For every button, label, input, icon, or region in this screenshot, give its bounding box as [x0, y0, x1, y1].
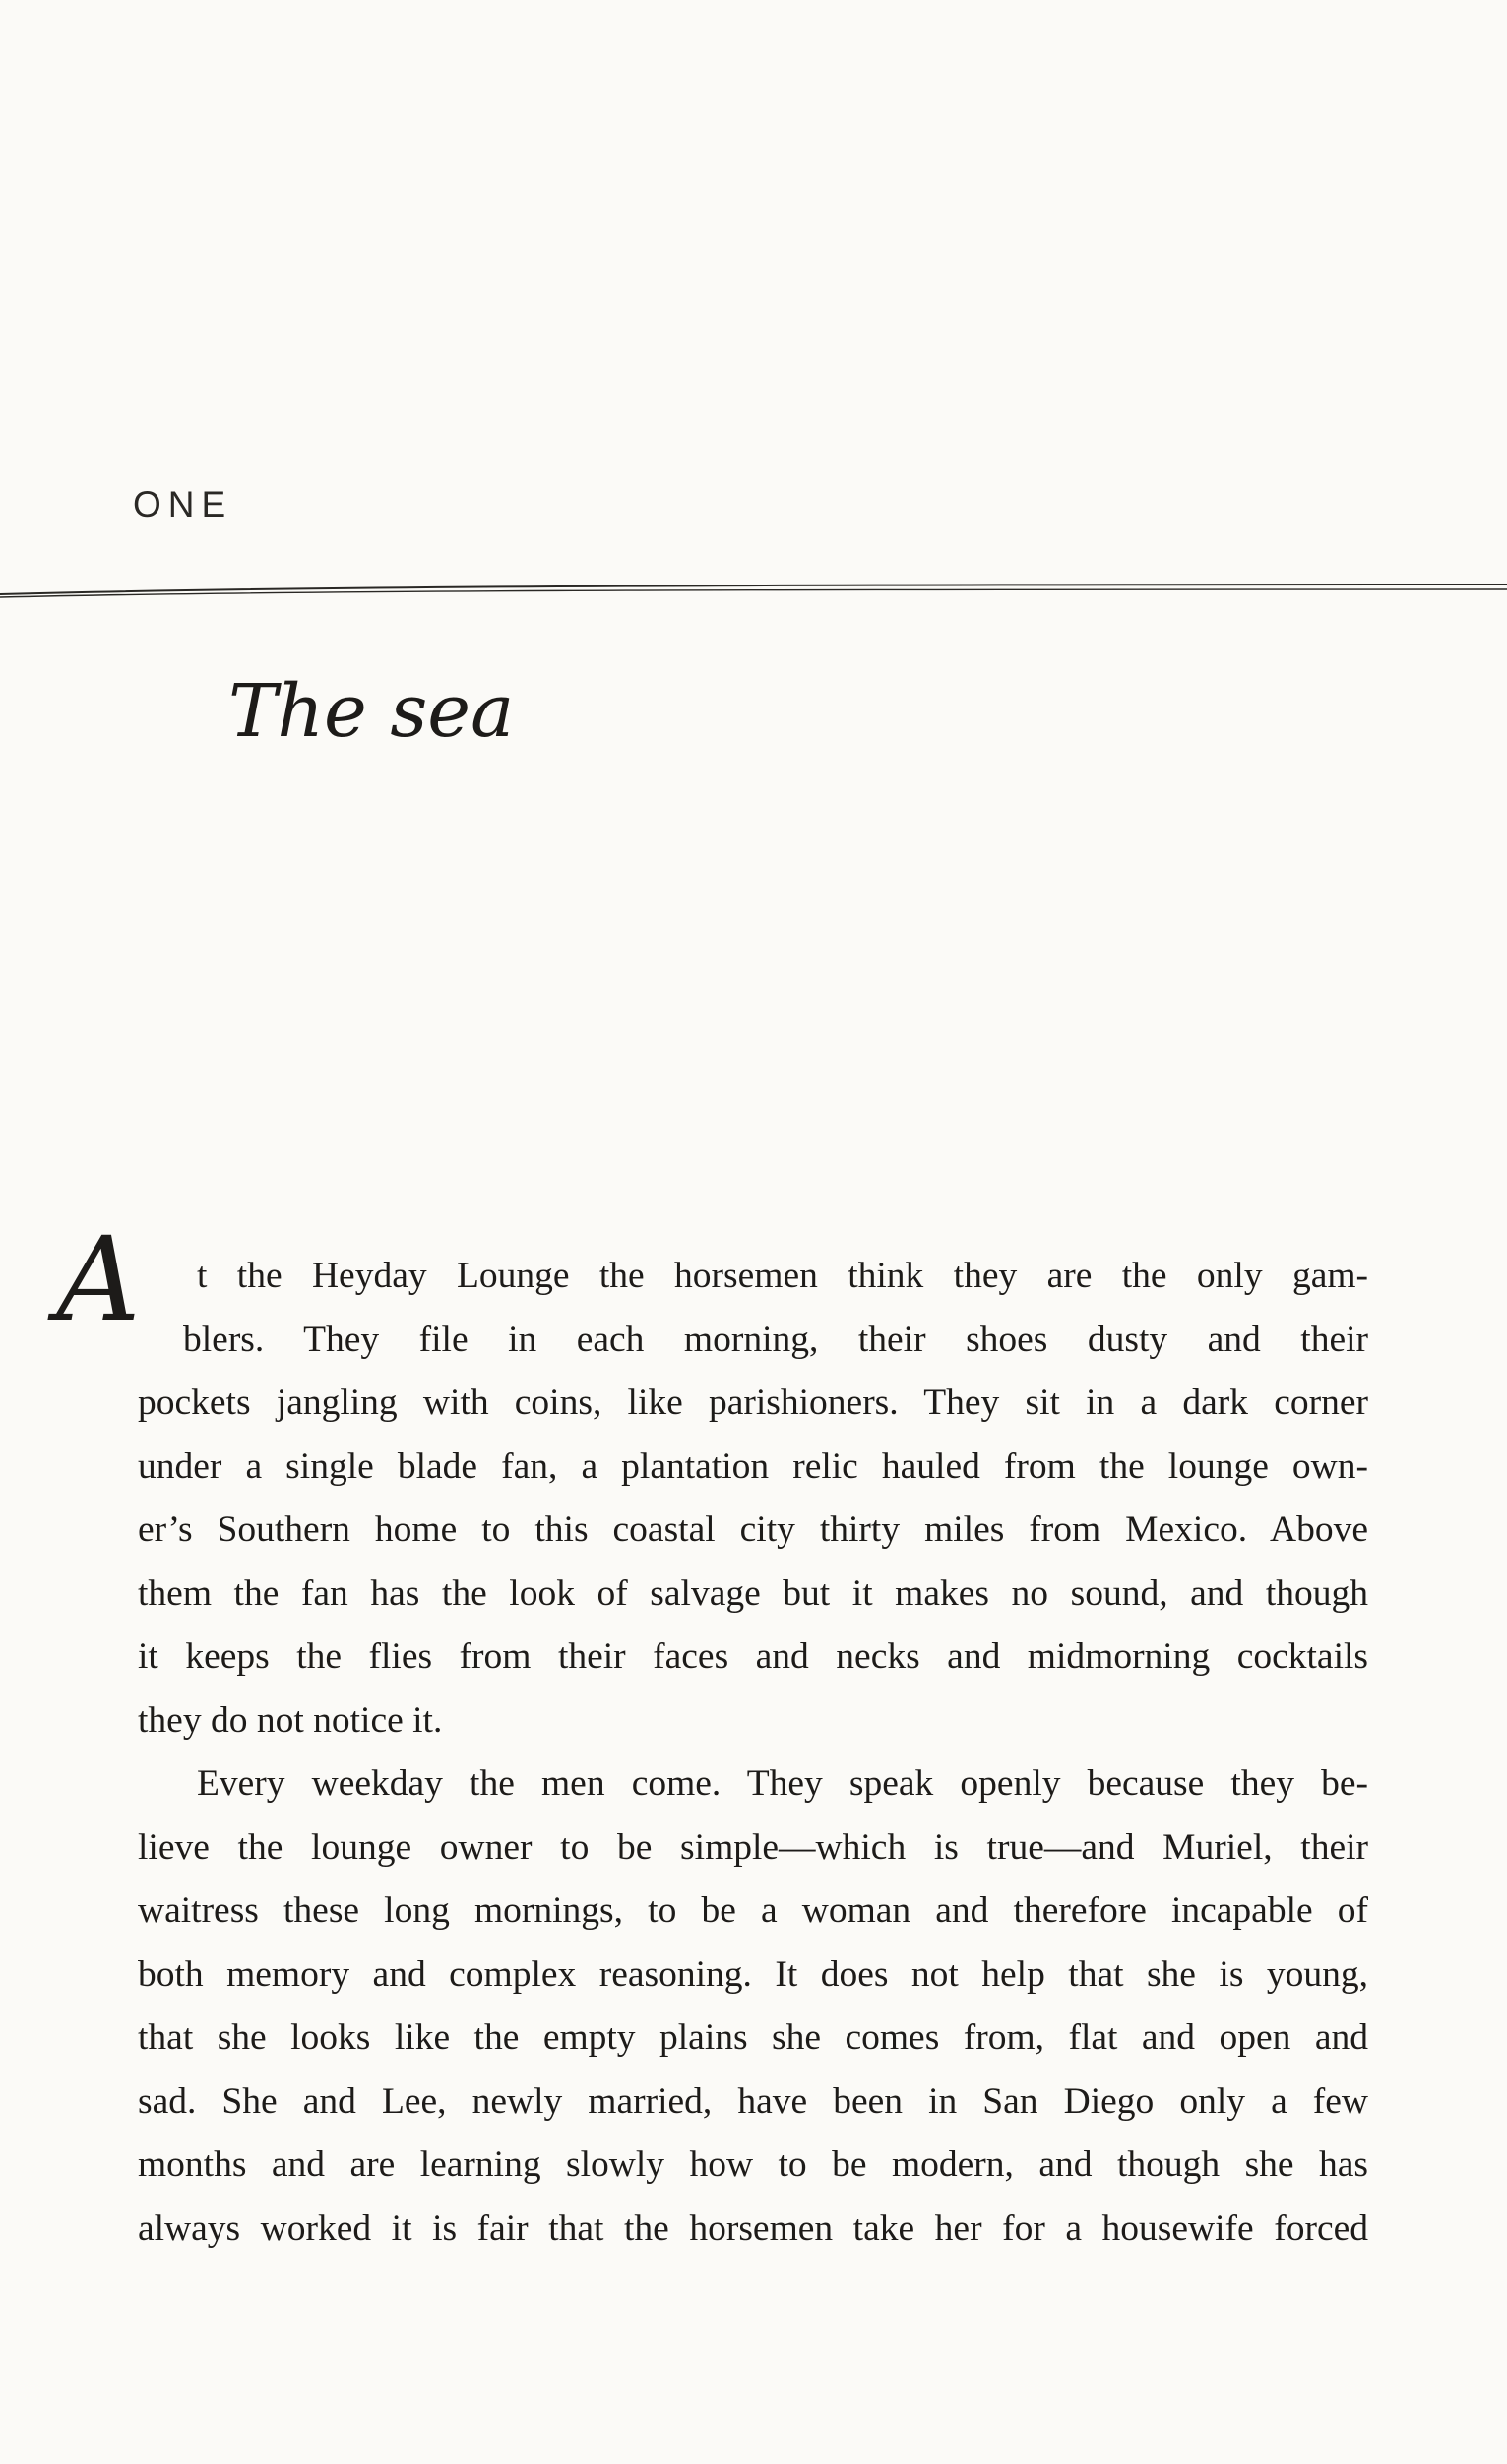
text-line: pockets jangling with coins, like parishioners. They sit in a dark corner — [138, 1383, 1368, 1423]
text-line: er’s Southern home to this coastal city thirty miles from Mexico. Above — [138, 1509, 1368, 1550]
body-text — [138, 1245, 1368, 2260]
text-line: them the fan has the look of salvage but it makes no sound, and though — [138, 1572, 1368, 1614]
chapter-number: ONE — [133, 484, 233, 524]
text-line: that she looks like the empty plains she comes from, flat and open and — [138, 2017, 1368, 2058]
text-line: lieve the lounge owner to be simple—which is true—and Muriel, their — [138, 1826, 1368, 1868]
text-line: under a single blade fan, a plantation relic hauled from the lounge own- — [138, 1446, 1368, 1487]
chapter-rule — [0, 581, 1507, 600]
text-line: blers. They file in each morning, their shoes dusty and their — [183, 1319, 1368, 1360]
text-line: they do not notice it. — [138, 1699, 443, 1741]
drop-cap-text: A — [56, 1225, 141, 1343]
text-line: months and are learning slowly how to be modern, and though she has — [138, 2144, 1368, 2185]
paragraph-2 — [138, 1753, 1368, 2260]
text-line: sad. She and Lee, newly married, have been in San Diego only a few — [138, 2080, 1368, 2122]
text-line: t the Heyday Lounge the horsemen think they are the only gam- — [197, 1256, 1368, 1296]
text-line: both memory and complex reasoning. It does not help that she is young, — [138, 1953, 1368, 1995]
text-line: Every weekday the men come. They speak openly because they be- — [197, 1763, 1368, 1804]
paragraph-1 — [138, 1245, 1368, 1753]
text-line: waitress these long mornings, to be a woman and therefore incapable of — [138, 1890, 1368, 1931]
text-line: always worked it is fair that the horsemen take her for a housewife forced — [138, 2207, 1368, 2248]
chapter-title: The sea — [228, 669, 515, 754]
text-line: it keeps the flies from their faces and necks and midmorning cocktails — [138, 1636, 1368, 1677]
